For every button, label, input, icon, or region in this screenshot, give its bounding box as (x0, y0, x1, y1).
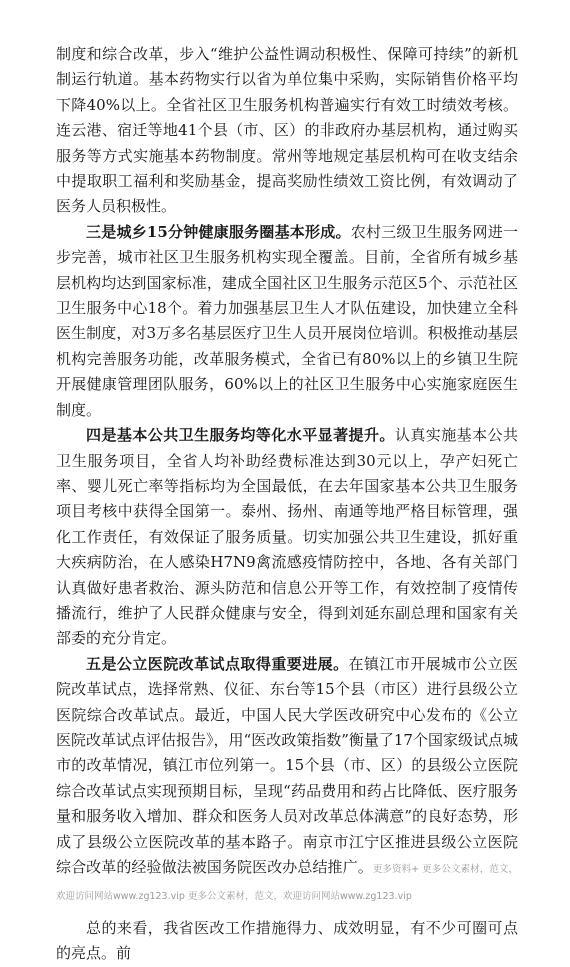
document-body (56, 42, 518, 967)
paragraph-summary (56, 916, 518, 967)
section-heading: 三是城乡15分钟健康服务圈基本形成。 (86, 222, 351, 241)
paragraph-text: 农村三级卫生服务网进一步完善，城市社区卫生服务机构实现全覆盖。目前，全省所有城乡基层机构均达到国家标准，建成全国社区卫生服务示范区5个、示范社区卫生服务中心18个。着力加强基层卫生人才队伍建设，加快建立全科医生制度，对3万多名基层医疗卫生人员开展岗位培训。积极推动基层机构完善服务功能，改革服务模式，全省已有80%以上的乡镇卫生院开展健康管理团队服务，60%以上的社区卫生服务中心实施家庭医生制度。 (56, 222, 518, 419)
watermark-text: 更多资料+ 更多公文素材，范文，欢迎访问网站www.zg123.vip 更多公文素材，范文，欢迎访问网站www.zg123.vip (56, 864, 518, 903)
paragraph-health-service-circle (56, 220, 518, 423)
paragraph-text: 制度和综合改革，步入“维护公益性调动积极性、保障可持续”的新机制运行轨道。基本药物实行以省为单位集中采购，实际销售价格平均下降40%以上。全省社区卫生服务机构普遍实行有效工时绩效考核。连云港、宿迁等地41个县（市、区）的非政府办基层机构，通过购买服务等方式实施基本药物制度。常州等地规定基层机构可在收支结余中提取职工福利和奖励基金，提高奖励性绩效工资比例，有效调动了医务人员积极性。 (56, 45, 518, 216)
paragraph-public-hospital-reform (56, 652, 518, 910)
paragraph-text: 总的来看，我省医改工作措施得力、成效明显，有不少可圈可点的亮点。前 (56, 918, 518, 963)
paragraph-text: 在镇江市开展城市公立医院改革试点，选择常熟、仪征、东台等15个县（市区）进行县级公立医院综合改革试点。最近，中国人民大学医改研究中心发布的《公立医院改革试点评估报告》，用“医改政策指数”衡量了17个国家级试点城市的改革情况，镇江市位列第一。15个县（市、区）的县级公立医院综合改革试点实现预期目标，呈现“药品费用和药占比降低、医疗服务量和服务收入增加、群众和医务人员对改革总体满意”的良好态势，形成了县级公立医院改革的基本路子。南京市江宁区推进县级公立医院综合改革的经验做法被国务院医改办总结推广。 (56, 654, 518, 876)
section-heading: 五是公立医院改革试点取得重要进展。 (86, 654, 349, 673)
paragraph-text: 认真实施基本公共卫生服务项目，全省人均补助经费标准达到30元以上，孕产妇死亡率、婴儿死亡率等指标均为全国最低，在去年国家基本公共卫生服务项目考核中获得全国第一。泰州、扬州、南通等地严格目标管理，强化工作责任，有效保证了服务质量。切实加强公共卫生建设，抓好重大疾病防治，在人感染H7N9禽流感疫情防控中，各地、各有关部门认真做好患者救治、源头防范和信息公开等工作，有效控制了疫情传播流行，维护了人民群众健康与安全，得到刘延东副总理和国家有关部委的充分肯定。 (56, 426, 518, 648)
section-heading: 四是基本公共卫生服务均等化水平显著提升。 (86, 426, 395, 445)
paragraph-basic-drug-system (56, 42, 518, 220)
paragraph-public-health-equalization (56, 423, 518, 652)
